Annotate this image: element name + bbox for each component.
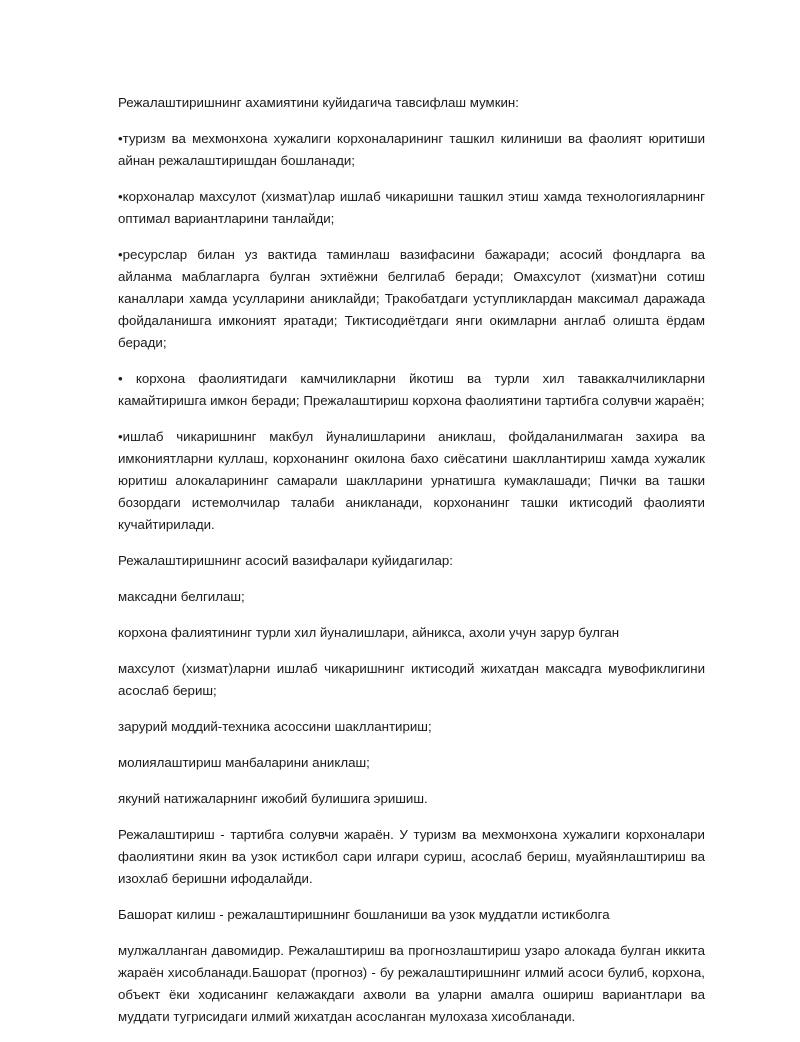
paragraph-bullet-1: •туризм ва мехмонхона хужалиги корхоналарининг ташкил килиниши ва фаолият юритиши айнан режалаштиришдан бошланади;	[118, 131, 705, 168]
paragraph-bullet-2: •корхоналар махсулот (хизмат)лар ишлаб чикаришни ташкил этиш хамда технологияларнинг оптимал вариантларини танлайди;	[118, 189, 705, 226]
paragraph-function-5: молиялаштириш манбаларини аниклаш;	[118, 755, 370, 770]
paragraph-forecast-intro: Башорат килиш - режалаштиришнинг бошланиши ва узок муддатли истикболга	[118, 907, 610, 922]
paragraph-function-2: корхона фалиятининг турли хил йуналишлари, айникса, ахоли учун зарур булган	[118, 625, 620, 640]
paragraph-function-4: зарурий моддий-техника асоссини шакллантириш;	[118, 719, 432, 734]
paragraph-function-1: максадни белгилаш;	[118, 589, 245, 604]
paragraph-intro: Режалаштиришнинг ахамиятини куйидагича тавсифлаш мумкин:	[118, 95, 519, 110]
paragraph-functions-heading: Режалаштиришнинг асосий вазифалари куйидагилар:	[118, 553, 453, 568]
paragraph-bullet-5: •ишлаб чикаришнинг макбул йуналишларини аниклаш, фойдаланилмаган захира ва имкониятларни куллаш, корхонанинг окилона бахо сиёсатини шакллантириш хамда хужалик юритиш алокаларининг самарали шаклларини урнатишга кумаклашади; Пички ва ташки бозордаги истемолчилар талаби аникланади, корхонанинг ташки иктисодий фаолияти кучайтирилади.	[118, 429, 705, 532]
paragraph-function-6: якуний натижаларнинг ижобий булишига эришиш.	[118, 791, 428, 806]
paragraph-bullet-4: • корхона фаолиятидаги камчиликларни йкотиш ва турли хил таваккалчиликларни камайтиришга имкон беради; Прежалаштириш корхона фаолиятини тартибга солувчи жараён;	[118, 371, 705, 408]
paragraph-planning-definition: Режалаштириш - тартибга солувчи жараён. У туризм ва мехмонхона хужалиги корхоналари фаолиятини якин ва узок истикбол сари илгари суриш, асослаб бериш, муайянлаштириш ва изохлаб беришни ифодалайди.	[118, 827, 705, 886]
paragraph-bullet-3: •ресурслар билан уз вактида таминлаш вазифасини бажаради; асосий фондларга ва айланма маблагларга булган эхтиёжни белгилаб беради; Омахсулот (хизмат)ни сотиш каналлари хамда усулларини аниклайди; Тракобатдаги уступликлардан максимал даражада фойдаланишга имконият яратади; Тиктисодиётдаги янги окимларни англаб олишта ёрдам беради;	[118, 247, 705, 350]
document-page	[118, 92, 705, 1042]
paragraph-function-3: махсулот (хизмат)ларни ишлаб чикаришнинг иктисодий жихатдан максадга мувофиклигини асослаб бериш;	[118, 661, 705, 698]
paragraph-forecast-definition: мулжалланган давомидир. Режалаштириш ва прогнозлаштириш узаро алокада булган иккита жараён хисобланади.Башорат (прогноз) - бу режалаштиришнинг илмий асоси булиб, корхона, объект ёки ходисанинг келажакдаги ахволи ва уларни амалга ошириш вариантлари ва муддати тугрисидаги илмий жихатдан асосланган мулохаза хисобланади.	[118, 943, 705, 1024]
